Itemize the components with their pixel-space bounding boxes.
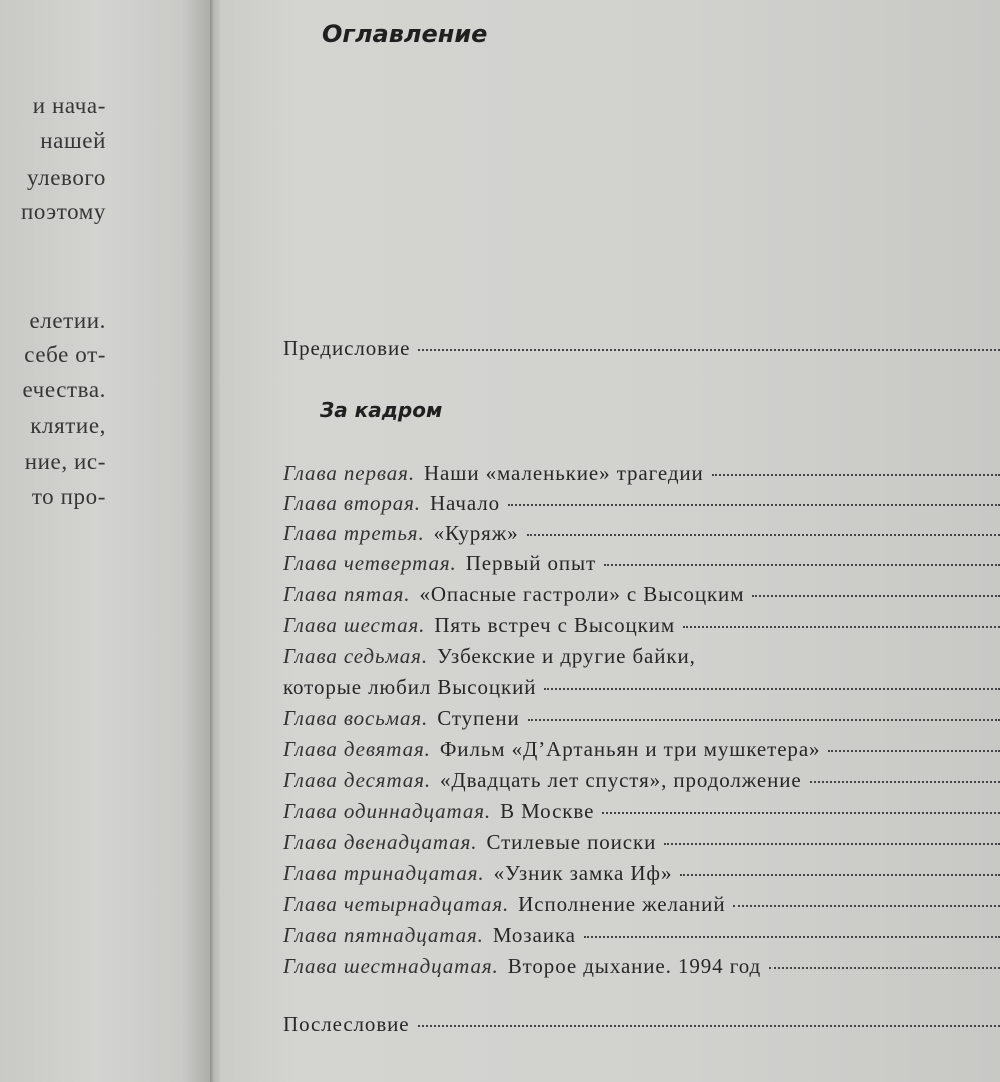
toc-entry	[283, 706, 1000, 736]
dot-leader	[544, 688, 1000, 690]
toc-entry-title: Послесловие	[283, 1012, 410, 1036]
chapter-title: «Куряж»	[433, 521, 519, 545]
chapter-title: Пять встреч с Высоцким	[434, 613, 676, 637]
chapter-prefix: Глава пятая.	[283, 582, 411, 606]
dot-leader	[418, 1025, 1000, 1027]
dot-leader	[683, 626, 1000, 628]
chapter-prefix: Глава одиннадцатая.	[283, 799, 492, 823]
toc-entry	[283, 768, 1000, 798]
chapter-title: «Узник замка Иф»	[493, 861, 673, 885]
chapter-title: Исполнение желаний	[518, 892, 726, 916]
chapter-prefix: Глава пятнадцатая.	[283, 923, 484, 947]
chapter-title: которые любил Высоцкий	[283, 675, 537, 699]
toc-entry	[283, 923, 1000, 953]
left-page-line: улевого	[27, 165, 106, 190]
toc-entry-afterword	[283, 1012, 1000, 1042]
dot-leader	[733, 905, 1000, 907]
toc-entry	[283, 861, 1000, 891]
left-page-line: клятие,	[30, 413, 106, 438]
chapter-title: Наши «маленькие» трагедии	[423, 461, 704, 485]
toc-entry	[283, 613, 1000, 643]
chapter-prefix: Глава третья.	[283, 521, 425, 545]
book-gutter	[210, 0, 220, 1082]
toc-entry	[283, 737, 1000, 767]
toc-entry	[283, 799, 1000, 829]
dot-leader	[508, 504, 1000, 506]
left-page-line: ечества.	[22, 377, 106, 402]
section-title: За кадром	[320, 398, 443, 422]
chapter-prefix: Глава шестая.	[283, 613, 426, 637]
chapter-title: Первый опыт	[465, 551, 597, 575]
dot-leader	[752, 595, 1000, 597]
chapter-title: Фильм «Д’Артаньян и три мушкетера»	[439, 737, 821, 761]
chapter-title: Ступени	[437, 706, 520, 730]
dot-leader	[602, 812, 1000, 814]
chapter-prefix: Глава первая.	[283, 461, 415, 485]
chapter-prefix: Глава вторая.	[283, 491, 421, 515]
chapter-prefix: Глава тринадцатая.	[283, 861, 485, 885]
chapter-title: В Москве	[500, 799, 595, 823]
dot-leader	[769, 967, 1000, 969]
chapter-prefix: Глава четвертая.	[283, 551, 457, 575]
toc-entry	[283, 521, 1000, 551]
left-page-line: ние, ис-	[24, 449, 106, 474]
toc-entry	[283, 892, 1000, 922]
chapter-prefix: Глава восьмая.	[283, 706, 429, 730]
toc-entry	[283, 830, 1000, 860]
left-page-line: поэтому	[20, 199, 106, 224]
dot-leader	[527, 534, 1000, 536]
toc-entry-title: Предисловие	[283, 336, 411, 360]
chapter-title: «Двадцать лет спустя», продолжение	[440, 768, 802, 792]
toc-entry	[283, 644, 1000, 674]
dot-leader	[664, 843, 1000, 845]
chapter-prefix: Глава девятая.	[283, 737, 431, 761]
toc-entry	[283, 954, 1000, 984]
chapter-prefix: Глава шестнадцатая.	[283, 954, 499, 978]
toc-title: Оглавление	[322, 20, 488, 48]
dot-leader	[528, 719, 1000, 721]
chapter-title: «Опасные гастроли» с Высоцким	[419, 582, 745, 606]
chapter-title: Узбекские и другие байки,	[437, 644, 696, 668]
toc-entry	[283, 551, 1000, 581]
left-page-line: и нача-	[32, 93, 106, 118]
dot-leader	[584, 936, 1000, 938]
chapter-title: Мозаика	[492, 923, 576, 947]
left-page-line: себе от-	[24, 342, 106, 367]
dot-leader	[828, 750, 1000, 752]
chapter-prefix: Глава четырнадцатая.	[283, 892, 510, 916]
dot-leader	[680, 874, 1000, 876]
toc-entry	[283, 491, 1000, 521]
dot-leader	[810, 781, 1000, 783]
left-page-line: то про-	[31, 484, 106, 509]
dot-leader	[604, 564, 1000, 566]
left-page-line: елетии.	[29, 308, 106, 333]
chapter-title: Второе дыхание. 1994 год	[507, 954, 762, 978]
dot-leader	[712, 474, 1000, 476]
chapter-title: Начало	[429, 491, 501, 515]
dot-leader	[418, 349, 1000, 351]
toc-entry	[283, 675, 1000, 705]
toc-entry	[283, 461, 1000, 491]
chapter-prefix: Глава двенадцатая.	[283, 830, 478, 854]
chapter-prefix: Глава седьмая.	[283, 644, 428, 668]
left-page	[0, 0, 214, 1082]
toc-entry-preface	[283, 336, 1000, 366]
left-page-line: нашей	[40, 128, 106, 153]
chapter-prefix: Глава десятая.	[283, 768, 432, 792]
chapter-title: Стилевые поиски	[486, 830, 657, 854]
toc-entry	[283, 582, 1000, 612]
